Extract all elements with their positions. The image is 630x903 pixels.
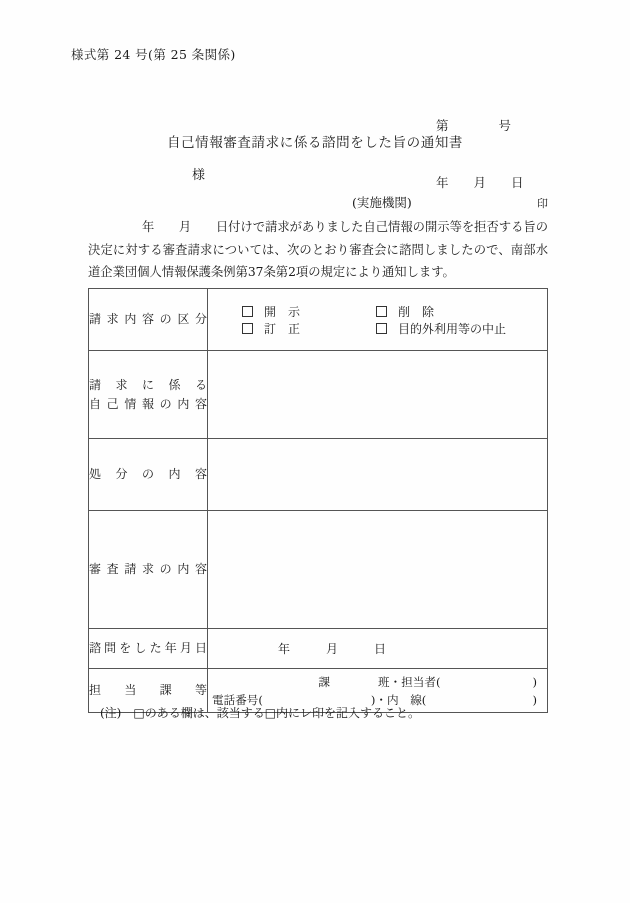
checkbox-option-stop-use[interactable]: [376, 320, 506, 337]
footnote: (注) □のある欄は、該当する□内にレ印を記入すること。: [100, 706, 421, 720]
page-title: 自己情報審査請求に係る諮問をした旨の通知書: [166, 135, 464, 151]
consult-date-text: 年 月 日: [278, 642, 387, 656]
form-number: 様式第 24 号(第 25 条関係): [71, 47, 236, 62]
checkbox-label: 目的外利用等の中止: [398, 321, 507, 336]
checkbox-option-correction[interactable]: [208, 320, 376, 337]
seal-icon: 印: [537, 197, 548, 210]
label-consult-date: 諮問をした年月日: [89, 629, 208, 669]
label-request-type: 請求内容の区分: [89, 289, 208, 351]
department-extension-label: )・内 線(: [370, 692, 427, 707]
table-row-disposition: [89, 439, 548, 511]
department-extension-close: ): [532, 692, 537, 707]
table-row-review-request: [89, 511, 548, 629]
department-team-label: 班・担当者(: [378, 674, 441, 689]
value-request-type: [208, 289, 548, 351]
agency-label: (実施機関): [352, 195, 412, 210]
addressee-line: 様: [192, 168, 206, 183]
value-self-info[interactable]: [208, 351, 548, 439]
checkbox-icon[interactable]: [242, 306, 253, 317]
table-row-self-info: [89, 351, 548, 439]
label-self-info: 請求に係る 自己情報の内容: [89, 351, 208, 439]
document-number-line: 第 号: [436, 118, 512, 133]
agency-line: [352, 193, 548, 211]
document-date-line: 年 月 日: [436, 175, 524, 190]
label-review-request: 審査請求の内容: [89, 511, 208, 629]
department-section-label: 課: [318, 674, 330, 689]
department-team-close: ): [532, 674, 537, 689]
body-paragraph: 年 月 日付けで請求がありました自己情報の開示等を拒否する旨の決定に対する審査請求については、次のとおり審査会に諮問しましたので、南部水道企業団個人情報保護条例第37条第2項の規定により通知します。: [88, 220, 548, 279]
checkbox-icon[interactable]: [242, 323, 253, 334]
checkbox-option-disclosure[interactable]: [208, 303, 376, 320]
table-row-consult-date: [89, 629, 548, 669]
value-review-request[interactable]: [208, 511, 548, 629]
checkbox-option-deletion[interactable]: [376, 303, 434, 320]
notification-form-table: [88, 288, 548, 713]
table-row-request-type: [89, 289, 548, 351]
checkbox-label: 削 除: [398, 304, 435, 319]
checkbox-label: 開 示: [264, 304, 301, 319]
department-phone-label: 電話番号(: [212, 692, 263, 707]
value-disposition[interactable]: [208, 439, 548, 511]
value-consult-date[interactable]: [208, 629, 548, 669]
label-department: 担当課等: [89, 669, 208, 713]
checkbox-label: 訂 正: [264, 321, 301, 336]
checkbox-icon[interactable]: [376, 306, 387, 317]
checkbox-icon[interactable]: [376, 323, 387, 334]
label-disposition: 処分の内容: [89, 439, 208, 511]
